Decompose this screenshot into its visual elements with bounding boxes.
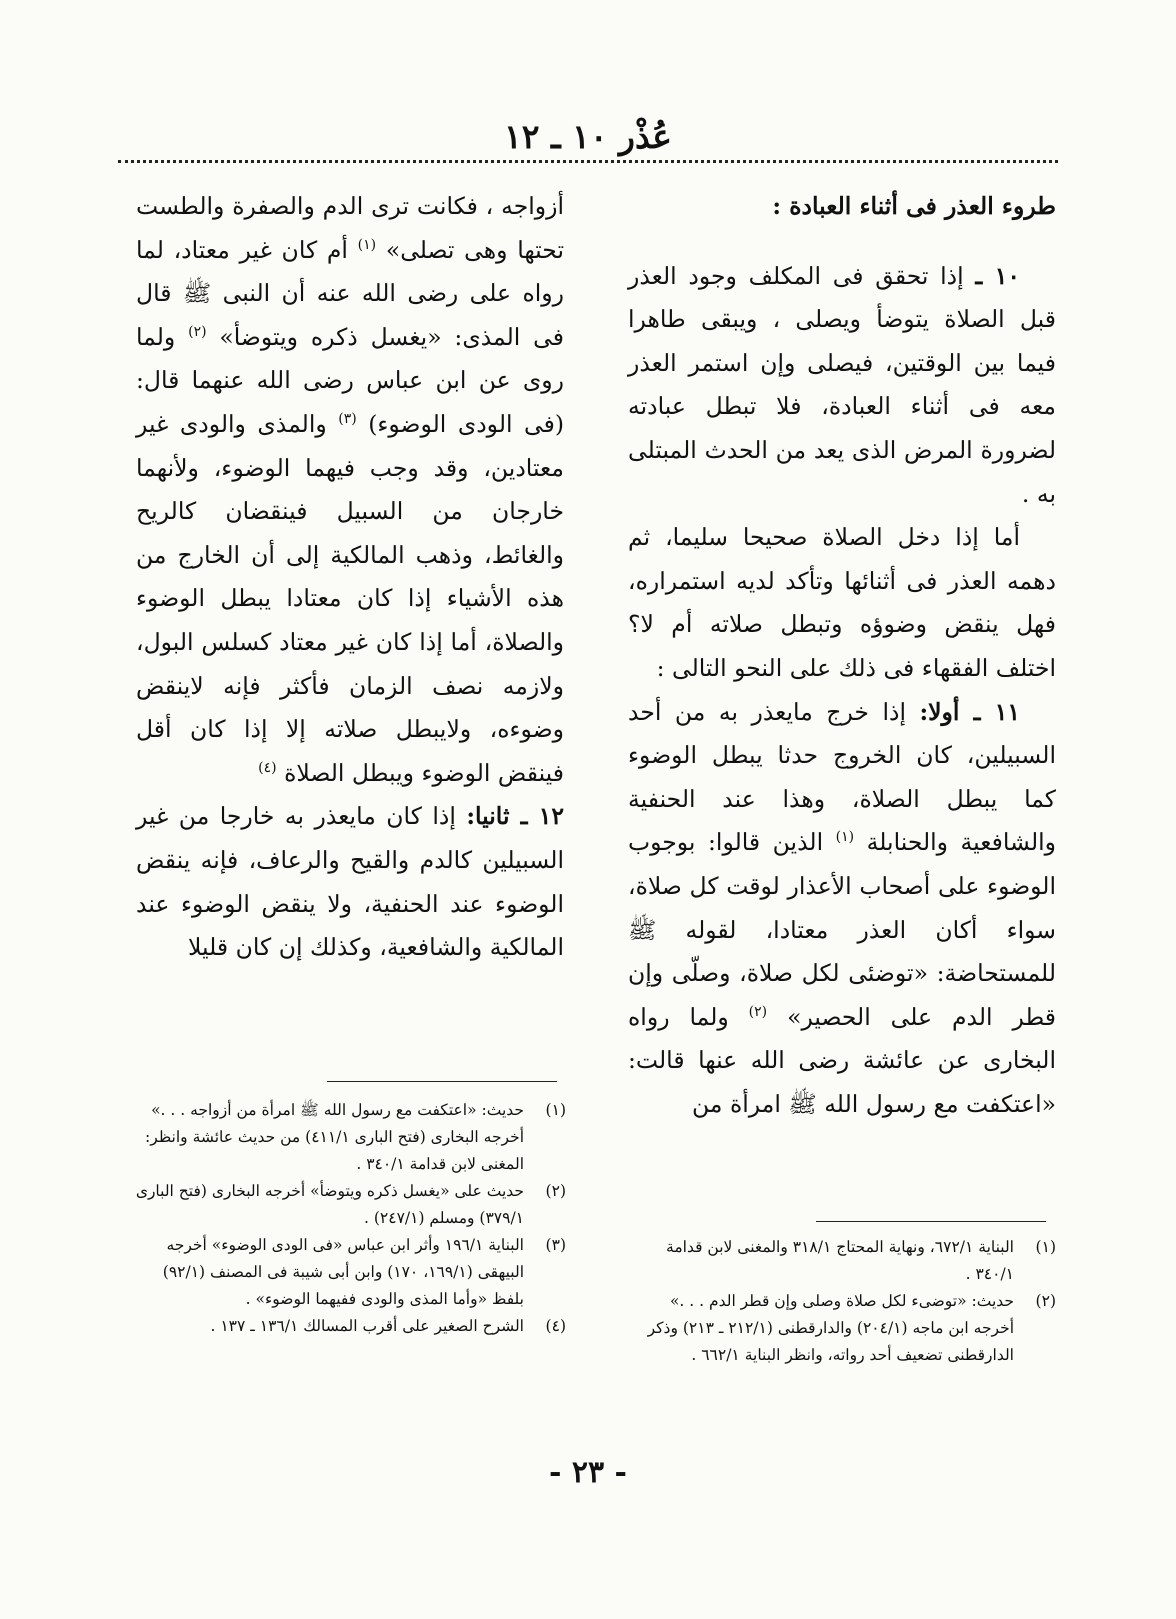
header-dotted-rule — [118, 160, 1058, 163]
footnote-item — [132, 1313, 566, 1340]
header-title: عُذْر ١٠ ـ ١٢ — [504, 117, 672, 156]
footnote-number: (٣) — [545, 1236, 566, 1254]
footnote-separator-right — [816, 1221, 1046, 1222]
paragraph-11 — [628, 691, 1056, 1127]
paragraph-number: ١٠ ـ — [975, 261, 1020, 290]
paragraph-number: ١١ ـ أولا: — [919, 697, 1020, 726]
paragraph-text: إذا كان مايعذر به خارجا من غير السبيلين كالدم والقيح والرعاف، فإنه ينقض الوضوء عند الحنفية، ولا ينقض الوضوء عند المالكية والشافعية، وكذلك إن كان قليلا — [136, 802, 564, 962]
paragraph-12 — [136, 795, 564, 969]
footnote-text: حديث: «توضىء لكل صلاة وصلى وإن قطر الدم . . .» أخرجه ابن ماجه (٢٠٤/١) والدارقطنى (٢١٢/١ ـ ٢١٣) وذكر الدارقطنى تضعيف أحد رواته، وانظر البناية ٦٦٢/١ . — [647, 1292, 1014, 1364]
footnote-number: (٢) — [545, 1182, 566, 1200]
footnote-ref[interactable]: (٣) — [338, 411, 357, 428]
footnote-number: (١) — [1035, 1238, 1056, 1256]
paragraph-continuation: أما إذا دخل الصلاة صحيحا سليما، ثم دهمه العذر فى أثنائها وتأكد لديه استمراره، فهل ينقض وضوؤه وتبطل صلاته أم لا؟ اختلف الفقهاء فى ذلك على النحو التالى : — [628, 523, 1056, 682]
footnote-item — [132, 1232, 566, 1313]
footnote-item — [628, 1288, 1056, 1369]
footnotes-right — [628, 1234, 1056, 1369]
page-number: - ٢٣ - — [548, 1455, 628, 1490]
footnote-item — [628, 1234, 1056, 1288]
footnote-ref[interactable]: (١) — [357, 236, 377, 253]
footnote-text: حديث على «يغسل ذكره ويتوضأ» أخرجه البخارى (فتح البارى ٣٧٩/١) ومسلم (٢٤٧/١) . — [135, 1182, 524, 1227]
paragraph-text: إذا تحقق فى المكلف وجود العذر قبل الصلاة يتوضأ ويصلى ، ويبقى طاهرا فيما بين الوقتين، فيصلى وإن استمر العذر معه فى أثناء العبادة، فلا تبطل عبادته لضرورة المرض الذى يعد من الحدث المبتلى به . — [628, 261, 1056, 508]
footnote-number: (١) — [545, 1101, 566, 1119]
footnote-item — [132, 1097, 566, 1178]
paragraph-10 — [628, 255, 1056, 517]
footnote-ref[interactable]: (١) — [835, 829, 855, 846]
footnote-ref[interactable]: (٢) — [748, 1003, 768, 1020]
footnote-number: (٢) — [1035, 1292, 1056, 1310]
paragraph-text: ولما رواه البخارى عن عائشة رضى الله عنها قالت: «اعتكفت مع رسول الله ﷺ امرأة من — [628, 1002, 1056, 1118]
paragraph-text: ولما روى عن ابن عباس رضى الله عنهما قال: (فى الودى الوضوء) — [136, 322, 564, 438]
paragraph-text: والمذى والودى غير معتادين، وقد وجب فيهما الوضوء، ولأنهما خارجان من السبيل فينقضان كالريح والغائط، وذهب المالكية إلى أن الخارج من هذه الأشياء إذا كان معتادا يبطل الوضوء والصلاة، أما إذا كان غير معتاد كسلس البول، ولازمه نصف الزمان فأكثر فإنه لاينقض وضوءه، ولايبطل صلاته إلا إذا كان أقل فينقض الوضوء ويبطل الصلاة — [136, 409, 564, 787]
left-column — [136, 185, 564, 970]
footnote-separator-left — [327, 1081, 557, 1082]
paragraph-text: الذين قالوا: بوجوب الوضوء على أصحاب الأعذار لوقت كل صلاة، سواء أكان العذر معتادا، لقوله ﷺ للمستحاضة: «توضئى لكل صلاة، وصلّى وإن قطر الدم على الحصير» — [628, 828, 1056, 1031]
section-heading: طروء العذر فى أثناء العبادة : — [772, 192, 1056, 220]
footnote-text: البناية ١٩٦/١ وأثر ابن عباس «فى الودى الوضوء» أخرجه البيهقى (١٦٩/١، ١٧٠) وابن أبى شيبة فى المصنف (٩٢/١) بلفظ «وأما المذى والودى ففيهما الوضوء» . — [162, 1236, 524, 1308]
paragraph-number: ١٢ ـ ثانيا: — [466, 802, 564, 831]
paragraph-text: إذا خرج مايعذر به من أحد السبيلين، كان الخروج حدثا يبطل الوضوء كما يبطل الصلاة، وهذا عند الحنفية والشافعية والحنابلة — [628, 697, 1056, 857]
footnote-number: (٤) — [545, 1317, 566, 1335]
paragraph-text: أم كان غير معتاد، لما رواه على رضى الله عنه أن النبى ﷺ قال فى المذى: «يغسل ذكره ويتوضأ» — [136, 235, 564, 351]
footnote-ref[interactable]: (٢) — [188, 323, 207, 340]
footnote-ref[interactable]: (٤) — [258, 759, 277, 776]
paragraph-text: أزواجه ، فكانت ترى الدم والصفرة والطست تحتها وهى تصلى» — [136, 192, 564, 264]
footnote-text: الشرح الصغير على أقرب المسالك ١٣٦/١ ـ ١٣٧ . — [210, 1317, 524, 1335]
paragraph-11-continued — [136, 185, 564, 795]
footnote-text: البناية ٦٧٢/١، ونهاية المحتاج ٣١٨/١ والمغنى لابن قدامة ٣٤٠/١ . — [666, 1238, 1014, 1283]
footnote-text: حديث: «اعتكفت مع رسول الله ﷺ امرأة من أزواجه . . .» أخرجه البخارى (فتح البارى ٤١١/١) من حديث عائشة وانظر: المغنى لابن قدامة ٣٤٠/١ . — [145, 1101, 524, 1173]
right-column — [628, 185, 1056, 1126]
footnote-item — [132, 1178, 566, 1232]
footnotes-left — [132, 1097, 566, 1340]
running-header — [118, 112, 1058, 162]
